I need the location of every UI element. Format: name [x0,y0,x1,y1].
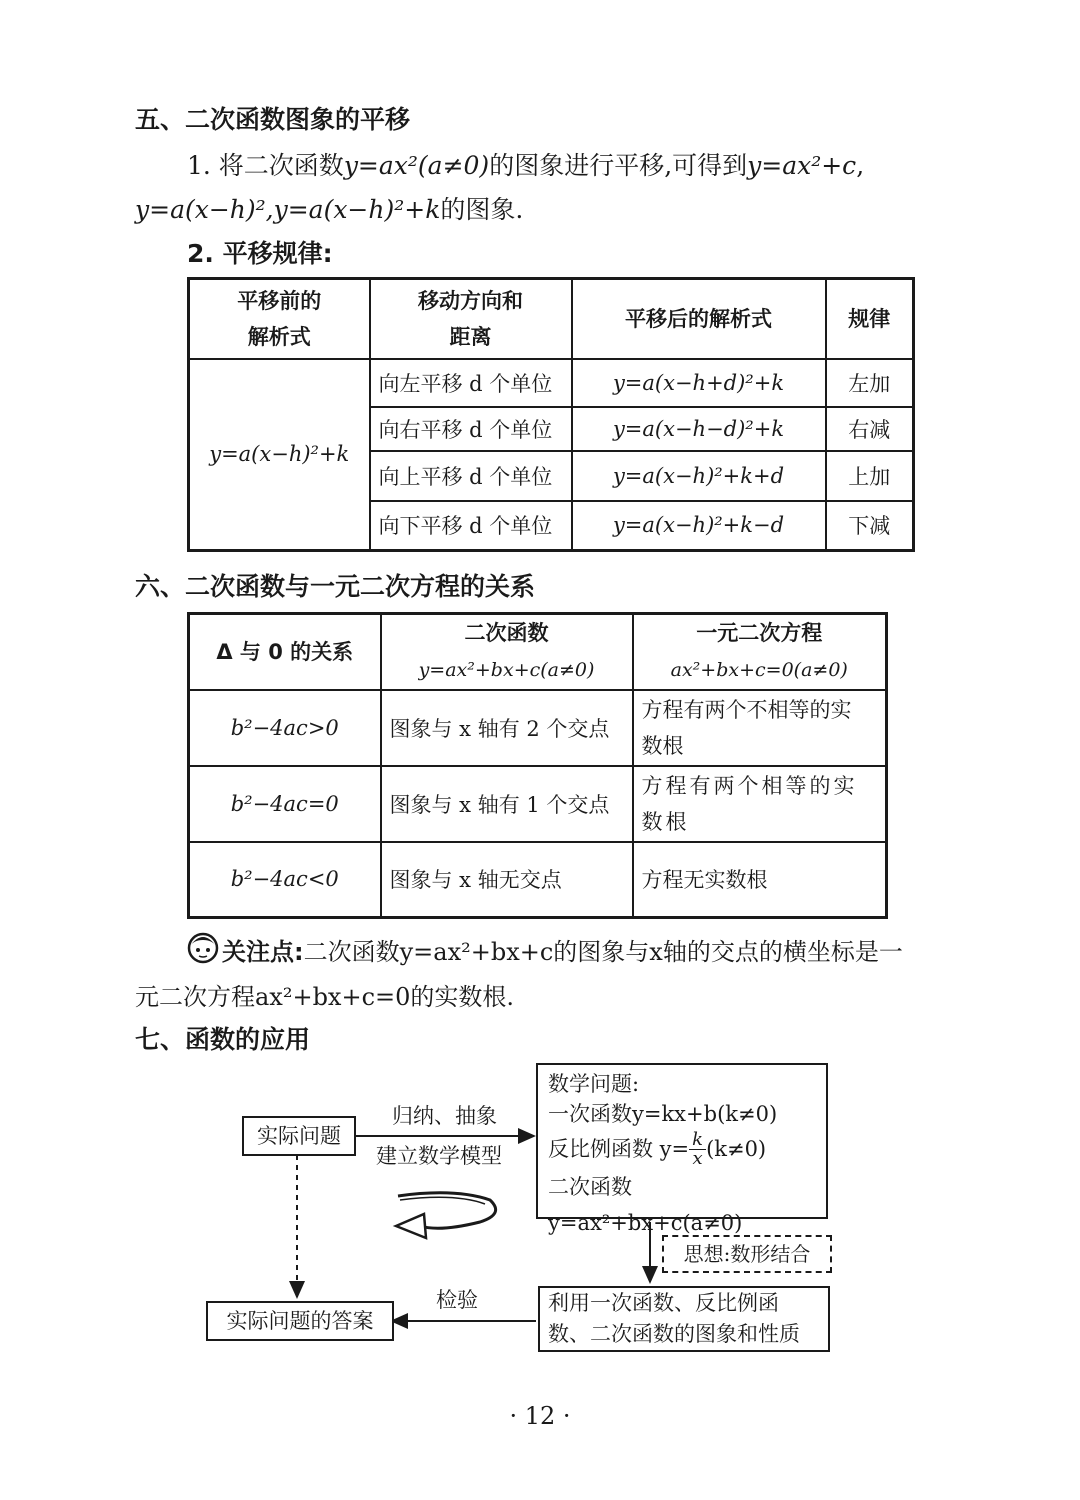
section-5-paragraph-2: 2. 平移规律: [187,239,333,268]
page-number: · 12 · [509,1402,571,1430]
header-rule: 规律 [826,279,914,359]
use-line-1: 利用一次函数、反比例函 [548,1291,779,1315]
before-formula: y=a(x−h)²+k [189,359,370,551]
section-5-paragraph-1: 1. 将二次函数y=ax²(a≠0)的图象进行平移,可得到y=ax²+c, [187,151,865,180]
move-cell: 向左平移 d 个单位 [370,359,572,407]
section-7-title: 七、函数的应用 [135,1025,311,1054]
math-problem-title: 数学问题: [548,1072,640,1096]
math-inverse: 反比例函数 y= $\frac{k}{x}$ (k≠0) [548,1128,767,1169]
rule-cell: 下减 [826,501,914,551]
header-move: 移动方向和 距离 [370,279,572,359]
real-problem-box: 实际问题 [242,1116,356,1156]
after-cell: y=a(x−h)²+k−d [572,501,826,551]
section-5-paragraph-1-line-2: y=a(x−h)²,y=a(x−h)²+k的图象. [135,195,524,224]
move-cell: 向上平移 d 个单位 [370,451,572,501]
rule-cell: 上加 [826,451,914,501]
use-line-2: 数、二次函数的图象和性质 [548,1322,800,1346]
section-6-title: 六、二次函数与一元二次方程的关系 [135,572,536,601]
equation-cell: 方程有两个相等的实 数根 [633,766,887,842]
after-cell: y=a(x−h)²+k+d [572,451,826,501]
rule-cell: 左加 [826,359,914,407]
graph-cell: 图象与 x 轴有 1 个交点 [381,766,633,842]
cycle-arrow-icon [396,1193,496,1238]
arrow-label-bottom: 建立数学模型 [376,1144,502,1168]
idea-box: 思想:数形结合 [662,1235,832,1273]
move-cell: 向下平移 d 个单位 [370,501,572,551]
delta-cell: b²−4ac=0 [189,766,381,842]
graph-cell: 图象与 x 轴有 2 个交点 [381,690,633,766]
note-label: 关注点: [222,938,304,966]
math-linear: 一次函数y=kx+b(k≠0) [548,1102,778,1126]
note-line-2: 元二次方程ax²+bx+c=0的实数根. [135,983,515,1011]
header-after: 平移后的解析式 [572,279,826,359]
header-before: 平移前的 解析式 [189,279,370,359]
answer-box: 实际问题的答案 [206,1301,394,1341]
delta-cell: b²−4ac<0 [189,842,381,918]
delta-cell: b²−4ac>0 [189,690,381,766]
after-cell: y=a(x−h+d)²+k [572,359,826,407]
check-label: 检验 [436,1288,478,1312]
equation-cell: 方程有两个不相等的实 数根 [633,690,887,766]
arrow-label-top: 归纳、抽象 [392,1104,497,1128]
use-properties-box [538,1286,830,1352]
math-quadratic: 二次函数 y=ax²+bx+c(a≠0) [548,1175,743,1235]
move-cell: 向右平移 d 个单位 [370,407,572,451]
fraction-k-over-x: $\frac{k}{x}$ [689,1131,706,1168]
header-function: 二次函数 y=ax²+bx+c(a≠0) [381,614,633,690]
note-line-1: 关注点:二次函数y=ax²+bx+c的图象与x轴的交点的横坐标是一 [222,938,903,966]
section-5-title: 五、二次函数图象的平移 [135,105,411,134]
header-equation: 一元二次方程 ax²+bx+c=0(a≠0) [633,614,887,690]
rule-cell: 右减 [826,407,914,451]
equation-cell: 方程无实数根 [633,842,887,918]
after-cell: y=a(x−h−d)²+k [572,407,826,451]
header-delta: Δ 与 0 的关系 [189,614,381,690]
math-problem-box [536,1063,828,1235]
graph-cell: 图象与 x 轴无交点 [381,842,633,918]
